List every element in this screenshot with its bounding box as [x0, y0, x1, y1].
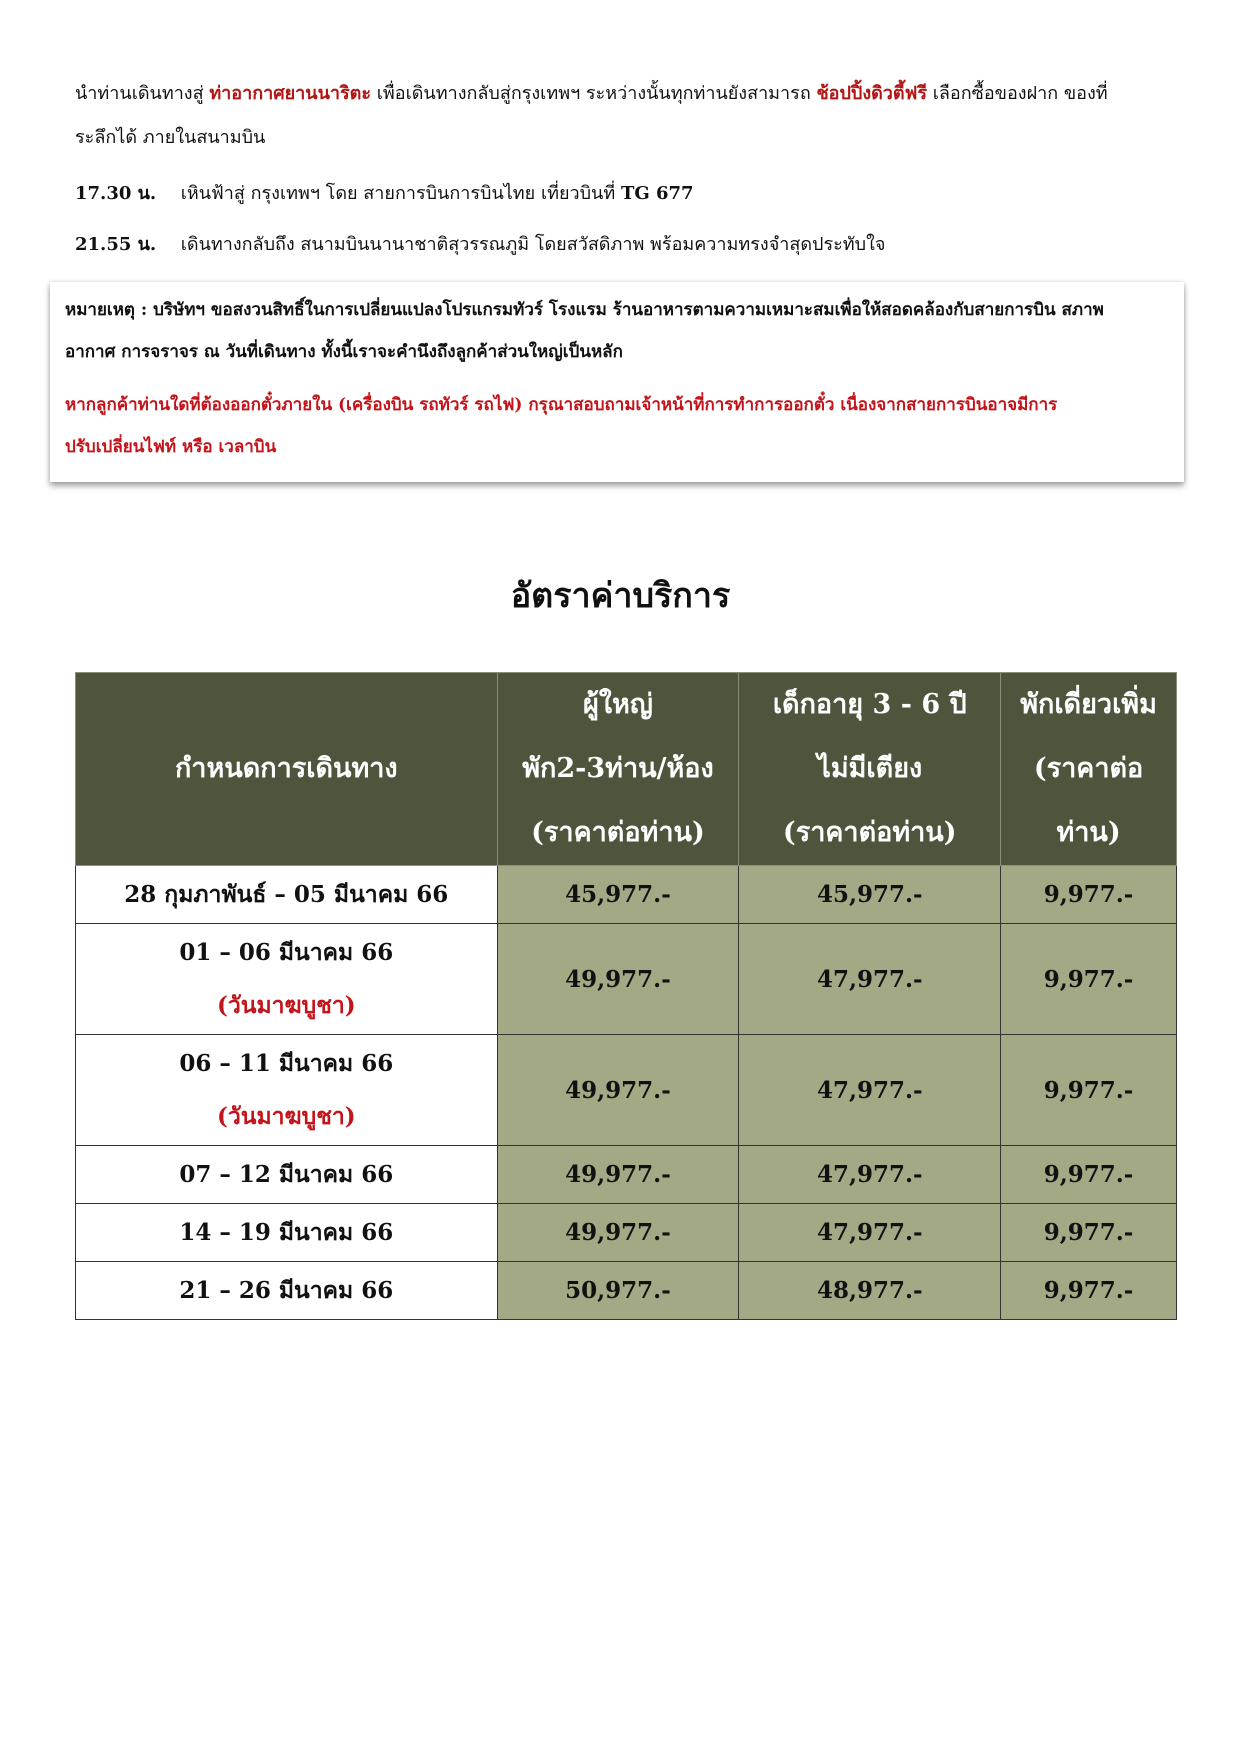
remark-line-1: หมายเหตุ : บริษัทฯ ขอสงวนสิทธิ์ในการเปลี่ยนแปลงโปรแกรมทัวร์ โรงแรม ร้านอาหารตามความเหมาะสมเพื่อให้สอดคล้องกับสายการบิน สภาพ	[65, 300, 1104, 320]
single-price: 9,977.-	[1001, 1146, 1177, 1204]
schedule-text: เดินทางกลับถึง สนามบินนานาชาติสุวรรณภูมิ โดยสวัสดิภาพ พร้อมความทรงจำสุดประทับใจ	[180, 234, 886, 255]
travel-date: 28 กุมภาพันธ์ – 05 มีนาคม 66	[76, 866, 498, 924]
schedule-item	[75, 178, 694, 207]
travel-date: 06 – 11 มีนาคม 66 (วันมาฆบูชา)	[76, 1035, 498, 1146]
table-row	[76, 1146, 1177, 1204]
schedule-text: เหินฟ้าสู่ กรุงเทพฯ โดย สายการบินการบินไทย เที่ยวบินที่	[180, 183, 621, 204]
remark-box	[50, 282, 1184, 482]
flight-number: TG 677	[620, 183, 694, 204]
child-price: 48,977.-	[739, 1262, 1001, 1320]
adult-price: 50,977.-	[497, 1262, 739, 1320]
single-price: 9,977.-	[1001, 1204, 1177, 1262]
narita-airport-highlight: ท่าอากาศยานนาริตะ	[209, 83, 372, 104]
adult-price: 45,977.-	[497, 866, 739, 924]
schedule-time: 17.30 น.	[75, 183, 157, 204]
schedule-item	[75, 229, 885, 258]
table-row	[76, 1035, 1177, 1146]
header-child: เด็กอายุ 3 - 6 ปี ไม่มีเตียง (ราคาต่อท่าน)	[739, 673, 1001, 866]
single-price: 9,977.-	[1001, 1262, 1177, 1320]
adult-price: 49,977.-	[497, 1035, 739, 1146]
intro-text-1: นำท่านเดินทางสู่	[75, 83, 210, 104]
ticket-warning-line-1: หากลูกค้าท่านใดที่ต้องออกตั๋วภายใน (เครื่องบิน รถทัวร์ รถไฟ) กรุณาสอบถามเจ้าหน้าที่การทำการออกตั๋ว เนื่องจากสายการบินอาจมีการ	[65, 395, 1058, 415]
rates-title: อัตราค่าบริการ	[510, 576, 731, 616]
ticket-warning-line-2: ปรับเปลี่ยนไฟท์ หรือ เวลาบิน	[65, 437, 277, 457]
child-price: 47,977.-	[739, 1146, 1001, 1204]
intro-text-3: เลือกซื้อของฝาก ของที่	[927, 83, 1108, 104]
child-price: 47,977.-	[739, 1035, 1001, 1146]
intro-paragraph	[75, 72, 1175, 160]
adult-price: 49,977.-	[497, 1204, 739, 1262]
holiday-label: (วันมาฆบูชา)	[216, 992, 356, 1019]
header-travel-dates: กำหนดการเดินทาง	[76, 673, 498, 866]
travel-date: 21 – 26 มีนาคม 66	[76, 1262, 498, 1320]
rates-table	[75, 672, 1177, 1320]
child-price: 47,977.-	[739, 924, 1001, 1035]
child-price: 45,977.-	[739, 866, 1001, 924]
adult-price: 49,977.-	[497, 924, 739, 1035]
table-header-row	[76, 673, 1177, 866]
table-row	[76, 1262, 1177, 1320]
travel-date: 14 – 19 มีนาคม 66	[76, 1204, 498, 1262]
duty-free-highlight: ช้อปปิ้งดิวตี้ฟรี	[816, 83, 928, 104]
schedule-time: 21.55 น.	[75, 234, 157, 255]
header-single-supplement: พักเดี่ยวเพิ่ม (ราคาต่อ ท่าน)	[1001, 673, 1177, 866]
travel-date: 01 – 06 มีนาคม 66 (วันมาฆบูชา)	[76, 924, 498, 1035]
adult-price: 49,977.-	[497, 1146, 739, 1204]
holiday-label: (วันมาฆบูชา)	[216, 1103, 356, 1130]
table-row	[76, 1204, 1177, 1262]
intro-text-2: เพื่อเดินทางกลับสู่กรุงเทพฯ ระหว่างนั้นทุกท่านยังสามารถ	[371, 83, 817, 104]
intro-text-line2: ระลึกได้ ภายในสนามบิน	[75, 127, 266, 148]
table-row	[76, 924, 1177, 1035]
single-price: 9,977.-	[1001, 924, 1177, 1035]
table-row	[76, 866, 1177, 924]
single-price: 9,977.-	[1001, 866, 1177, 924]
travel-date: 07 – 12 มีนาคม 66	[76, 1146, 498, 1204]
child-price: 47,977.-	[739, 1204, 1001, 1262]
single-price: 9,977.-	[1001, 1035, 1177, 1146]
header-adult: ผู้ใหญ่ พัก2-3ท่าน/ห้อง (ราคาต่อท่าน)	[497, 673, 739, 866]
remark-line-2: อากาศ การจราจร ณ วันที่เดินทาง ทั้งนี้เราจะคำนึงถึงลูกค้าส่วนใหญ่เป็นหลัก	[65, 342, 623, 362]
